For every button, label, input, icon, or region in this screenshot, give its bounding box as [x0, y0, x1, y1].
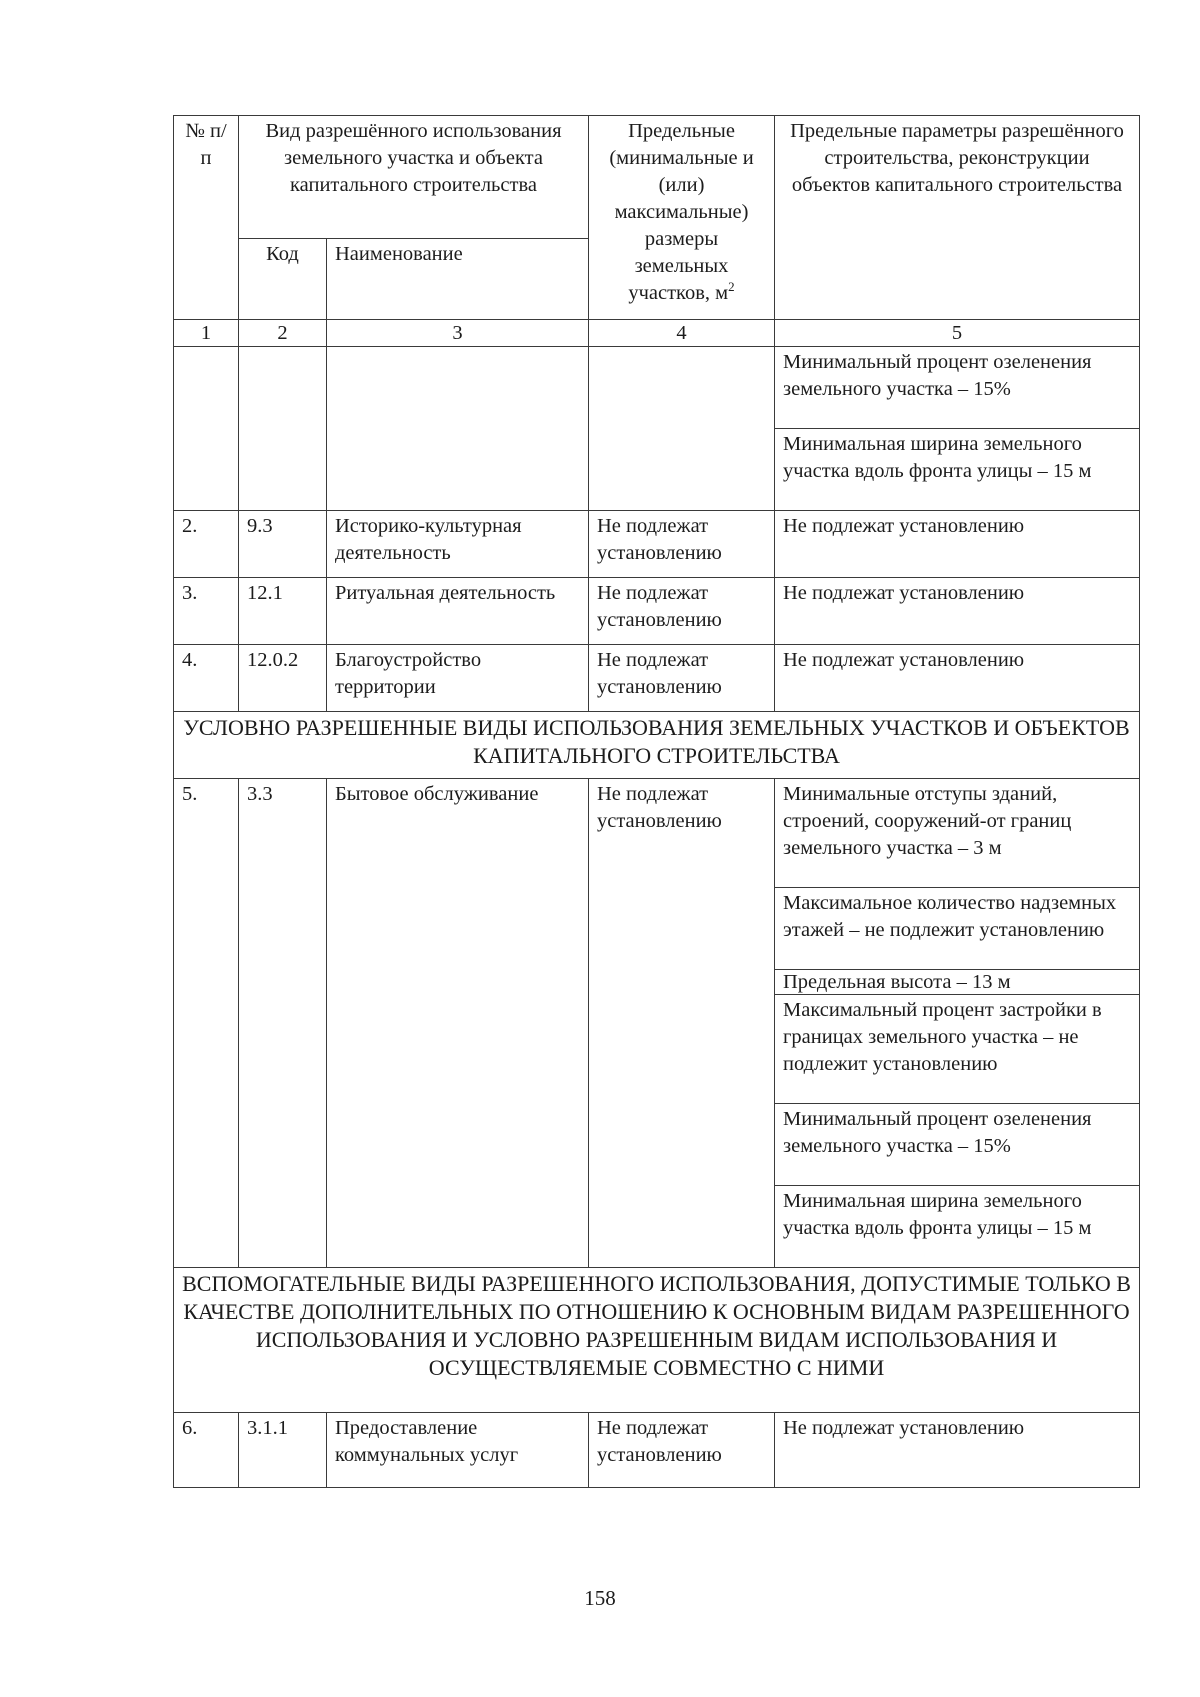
header-construction-params: Предельные параметры разрешённого строительства, реконструкции объектов капитального строительства — [775, 116, 1140, 320]
empty-cell — [174, 347, 239, 511]
row-code: 3.1.1 — [239, 1413, 327, 1488]
table-row — [174, 645, 1140, 712]
column-number: 2 — [239, 320, 327, 347]
param-cell: Минимальный процент озеленения земельного участка – 15% — [775, 347, 1140, 429]
row-size: Не подлежат установлению — [589, 645, 775, 712]
table-row — [174, 1413, 1140, 1488]
row-code: 12.0.2 — [239, 645, 327, 712]
param-cell: Минимальные отступы зданий, строений, сооружений-от границ земельного участка – 3 м — [775, 779, 1140, 888]
column-number: 3 — [327, 320, 589, 347]
header-name: Наименование — [327, 239, 589, 320]
continued-row — [174, 347, 1140, 429]
column-number: 1 — [174, 320, 239, 347]
row-name: Предоставление коммунальных услуг — [327, 1413, 589, 1488]
row-number: 3. — [174, 578, 239, 645]
section-heading-row — [174, 712, 1140, 779]
column-number: 5 — [775, 320, 1140, 347]
row-name: Благоустройство территории — [327, 645, 589, 712]
row-params: Не подлежат установлению — [775, 645, 1140, 712]
row-params: Не подлежат установлению — [775, 578, 1140, 645]
row-name: Бытовое обслуживание — [327, 779, 589, 1268]
param-cell: Максимальный процент застройки в границах земельного участка – не подлежит установлению — [775, 995, 1140, 1104]
section-heading-auxiliary: ВСПОМОГАТЕЛЬНЫЕ ВИДЫ РАЗРЕШЕННОГО ИСПОЛЬЗОВАНИЯ, ДОПУСТИМЫЕ ТОЛЬКО В КАЧЕСТВЕ ДОПОЛНИТЕЛЬНЫХ ПО ОТНОШЕНИЮ К ОСНОВНЫМ ВИДАМ РАЗРЕШЕННОГО ИСПОЛЬЗОВАНИЯ И УСЛОВНО РАЗРЕШЕННЫМ ВИДАМ ИСПОЛЬЗОВАНИЯ И ОСУЩЕСТВЛЯЕМЫЕ СОВМЕСТНО С НИМИ — [174, 1268, 1140, 1413]
param-cell: Максимальное количество надземных этажей – не подлежит установлению — [775, 888, 1140, 970]
param-cell: Минимальная ширина земельного участка вдоль фронта улицы – 15 м — [775, 429, 1140, 511]
row-code: 9.3 — [239, 511, 327, 578]
table-row — [174, 511, 1140, 578]
param-cell: Минимальная ширина земельного участка вдоль фронта улицы – 15 м — [775, 1186, 1140, 1268]
row-size: Не подлежат установлению — [589, 511, 775, 578]
table-row — [174, 779, 1140, 888]
empty-cell — [589, 347, 775, 511]
header-plot-sizes-text: Предельные (минимальные и (или) максимальные) размеры земельных участков, м — [609, 120, 754, 304]
row-name: Ритуальная деятельность — [327, 578, 589, 645]
section-heading-conditional: УСЛОВНО РАЗРЕШЕННЫЕ ВИДЫ ИСПОЛЬЗОВАНИЯ ЗЕМЕЛЬНЫХ УЧАСТКОВ И ОБЪЕКТОВ КАПИТАЛЬНОГО СТРОИТЕЛЬСТВА — [174, 712, 1140, 779]
row-size: Не подлежат установлению — [589, 779, 775, 1268]
header-row-top — [174, 116, 1140, 239]
row-code: 3.3 — [239, 779, 327, 1268]
land-use-table — [173, 115, 1140, 1488]
header-plot-sizes-superscript: 2 — [728, 279, 735, 295]
row-number: 5. — [174, 779, 239, 1268]
row-number: 2. — [174, 511, 239, 578]
row-name: Историко-культурная деятельность — [327, 511, 589, 578]
header-plot-sizes — [589, 116, 775, 320]
page-number: 158 — [584, 1586, 616, 1610]
empty-cell — [239, 347, 327, 511]
column-number: 4 — [589, 320, 775, 347]
section-heading-row — [174, 1268, 1140, 1413]
empty-cell — [327, 347, 589, 511]
header-use-type: Вид разрешённого использования земельного участка и объекта капитального строительства — [239, 116, 589, 239]
row-number: 6. — [174, 1413, 239, 1488]
table-row — [174, 578, 1140, 645]
row-number: 4. — [174, 645, 239, 712]
row-params: Не подлежат установлению — [775, 511, 1140, 578]
param-cell: Предельная высота – 13 м — [775, 970, 1140, 995]
row-code: 12.1 — [239, 578, 327, 645]
header-code: Код — [239, 239, 327, 320]
param-cell: Минимальный процент озеленения земельного участка – 15% — [775, 1104, 1140, 1186]
row-size: Не подлежат установлению — [589, 1413, 775, 1488]
column-numbers-row — [174, 320, 1140, 347]
row-size: Не подлежат установлению — [589, 578, 775, 645]
header-number: № п/п — [174, 116, 239, 320]
row-params: Не подлежат установлению — [775, 1413, 1140, 1488]
